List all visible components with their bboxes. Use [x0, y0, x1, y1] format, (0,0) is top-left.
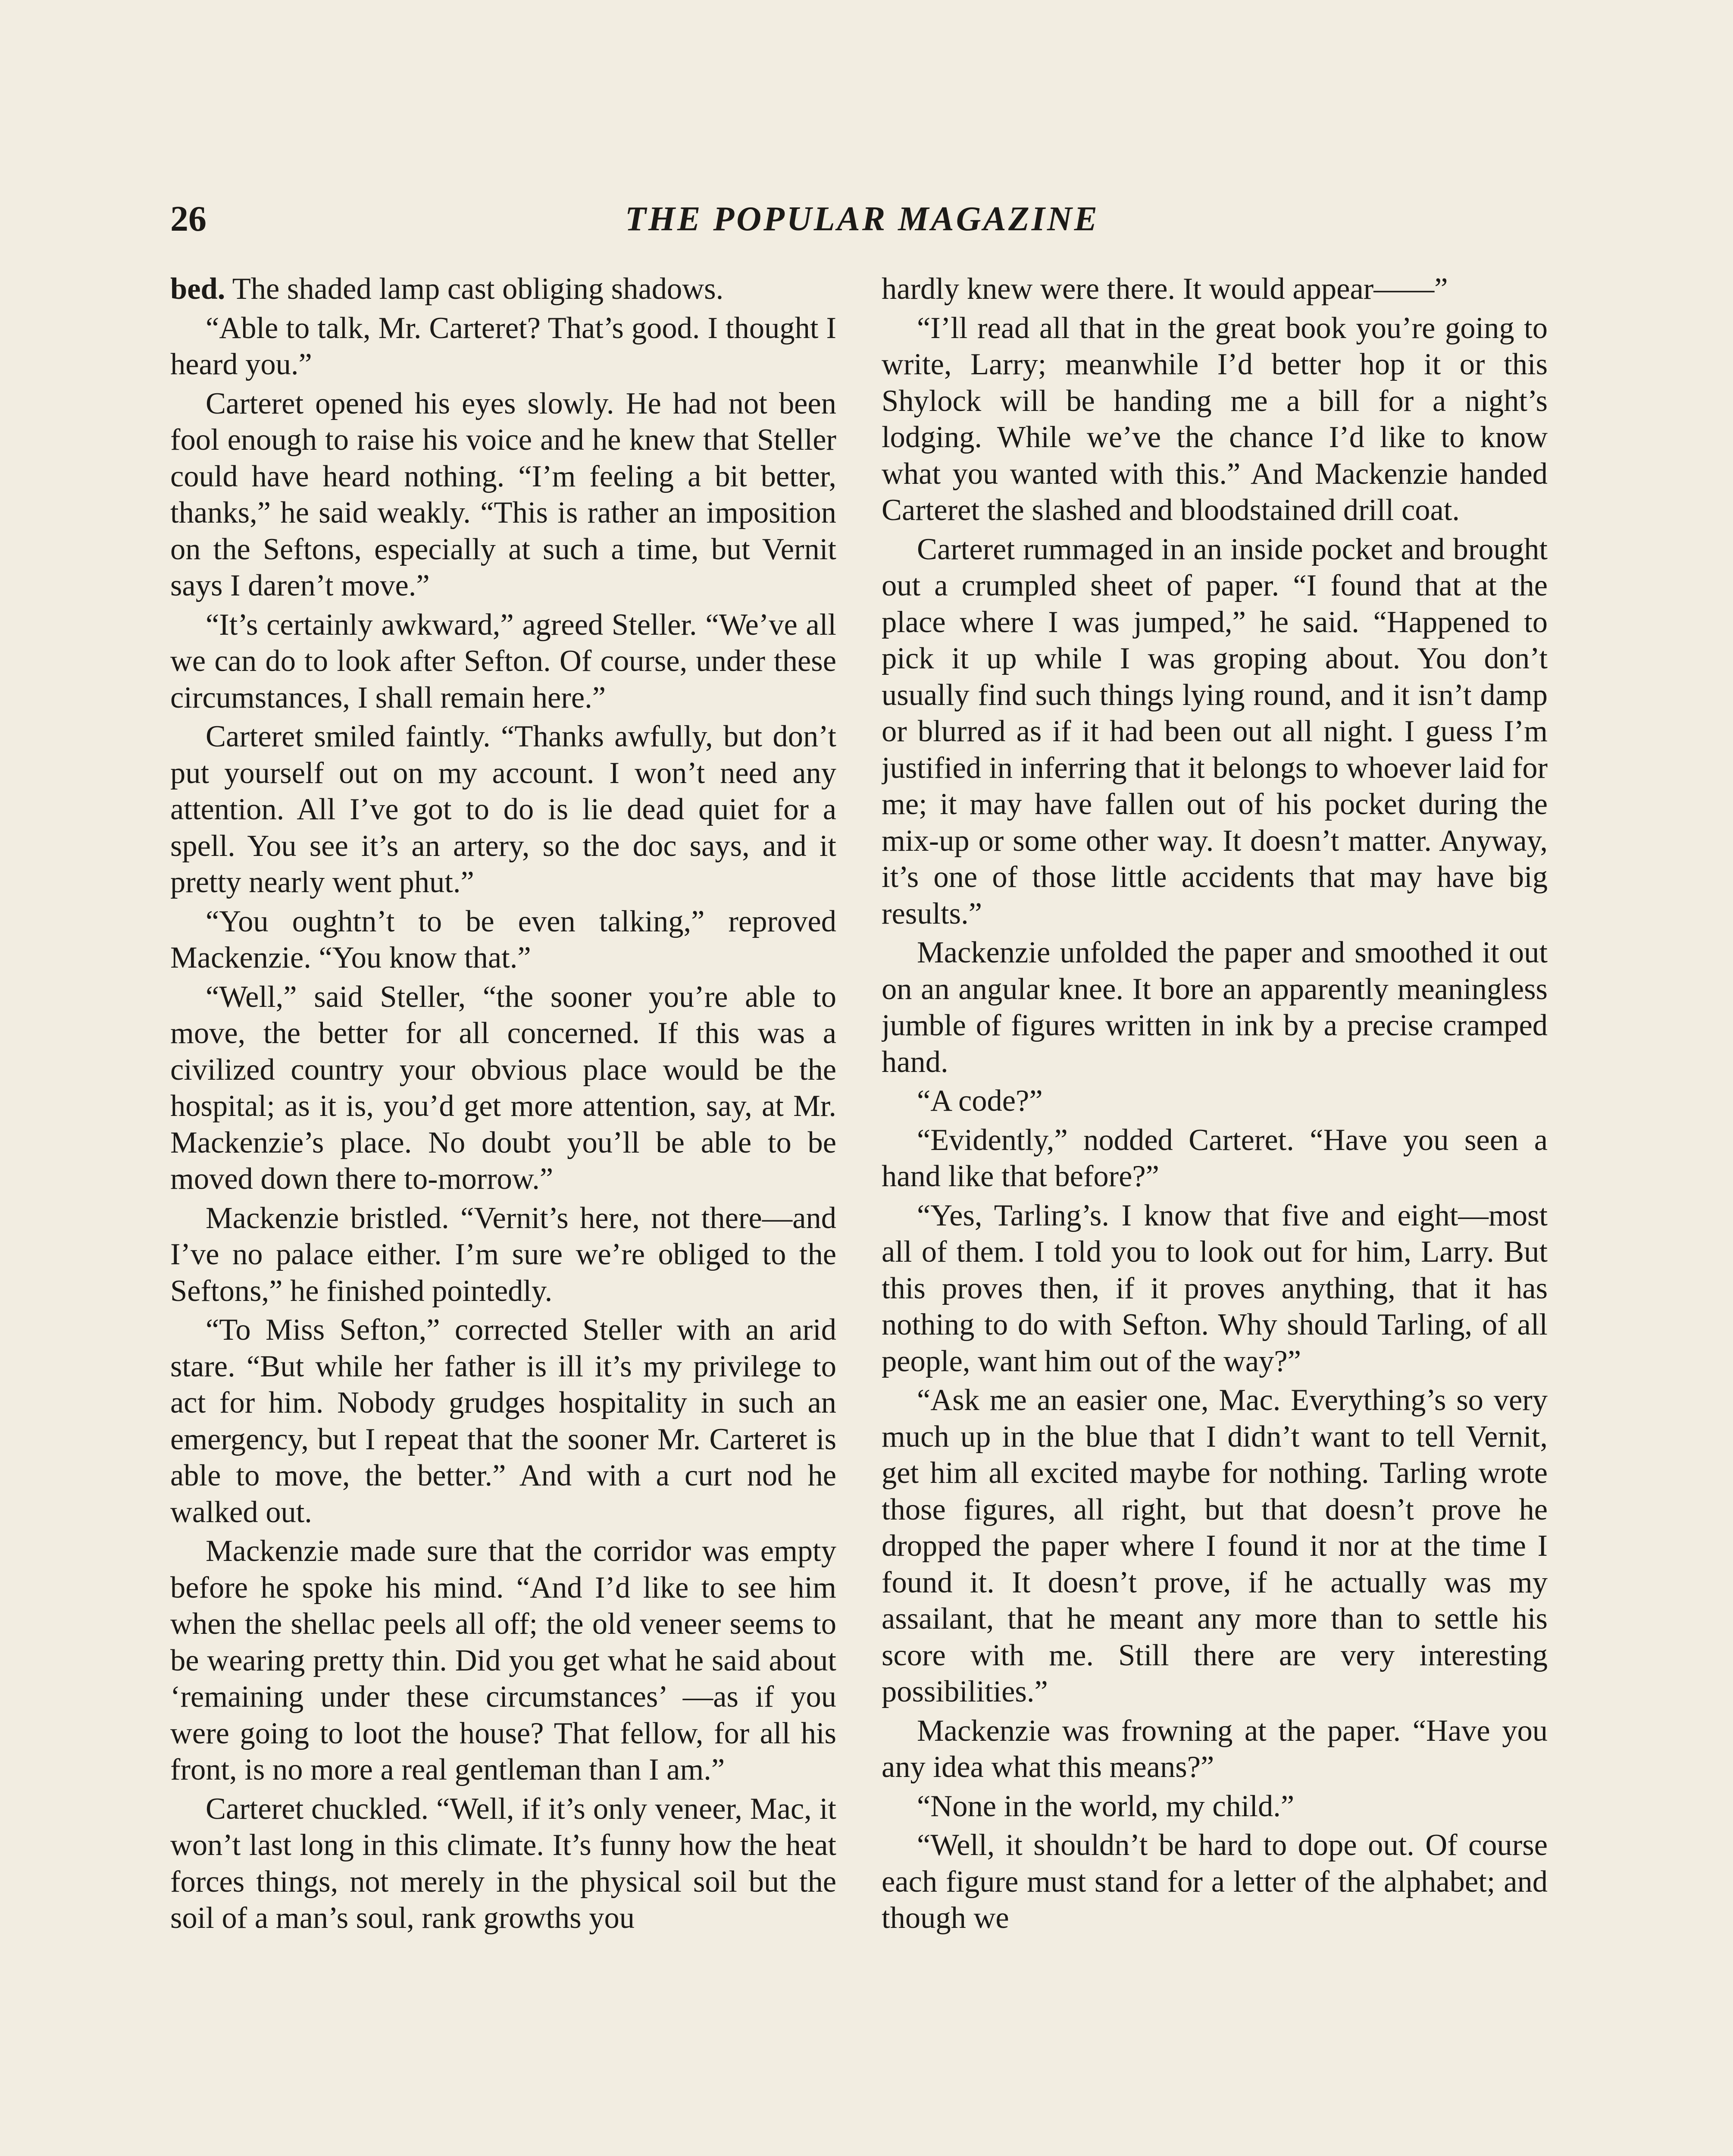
paragraph-continuation: hardly knew were there. It would appear——” — [882, 272, 1448, 306]
paragraph: “You oughtn’t to be even talking,” reproved Mackenzie. “You know that.” — [170, 904, 836, 975]
paragraph: “It’s certainly awkward,” agreed Steller. “We’ve all we can do to look after Sefton. Of course, under these circumstances, I shall remain here.” — [170, 608, 836, 714]
paragraph: “Evidently,” nodded Carteret. “Have you seen a hand like that before?” — [882, 1123, 1548, 1193]
page-header — [170, 193, 1554, 245]
paragraph: “Yes, Tarling’s. I know that five and eight—most all of them. I told you to look out for him, Larry. But this proves then, if it proves anything, that it has nothing to do with Sefton. Why should Tarling, of all people, want him out of the way?” — [882, 1198, 1548, 1378]
paragraph: “Well, it shouldn’t be hard to dope out. Of course each figure must stand for a letter of the alphabet; and though we — [882, 1828, 1548, 1935]
paragraph: Mackenzie unfolded the paper and smoothed it out on an angular knee. It bore an apparently meaningless jumble of figures written in ink by a precise cramped hand. — [882, 936, 1548, 1079]
paragraph — [170, 271, 836, 307]
right-column — [882, 271, 1548, 2156]
paragraph: Carteret opened his eyes slowly. He had not been fool enough to raise his voice and he knew that Steller could have heard nothing. “I’m feeling a bit better, thanks,” he said weakly. “This is rather an imposition on the Seftons, especially at such a time, but Vernit says I daren’t move.” — [170, 386, 836, 602]
left-column — [170, 271, 836, 2156]
lead-word: bed. — [170, 272, 225, 306]
paragraph: “I’ll read all that in the great book you’re going to write, Larry; meanwhile I’d better hop it or this Shylock will be handing me a bill for a night’s lodging. While we’ve the chance I’d like to know what you wanted with this.” And Mackenzie handed Carteret the slashed and bloodstained drill coat. — [882, 311, 1548, 527]
paragraph: “To Miss Sefton,” corrected Steller with an arid stare. “But while her father is ill it’s my privilege to act for him. Nobody grudges hospitality in such an emergency, but I repeat that the sooner Mr. Carteret is able to move, the better.” And with a curt nod he walked out. — [170, 1313, 836, 1529]
paragraph: Carteret smiled faintly. “Thanks awfully, but don’t put yourself out on my account. I won’t need any attention. All I’ve got to do is lie dead quiet for a spell. You see it’s an artery, so the doc says, and it pretty nearly went phut.” — [170, 720, 836, 899]
paragraph: “A code?” — [917, 1084, 1043, 1118]
paragraph: Mackenzie made sure that the corridor was empty before he spoke his mind. “And I’d like to see him when the shellac peels all off; the old veneer seems to be wearing pretty thin. Did you get what he said about ‘remaining under these circumstances’ —as if you were going to loot the house? That fellow, for all his front, is no more a real gentleman than I am.” — [170, 1534, 836, 1786]
running-title: THE POPULAR MAGAZINE — [625, 200, 1100, 238]
paragraph: “Well,” said Steller, “the sooner you’re able to move, the better for all concerned. If this was a civilized country your obvious place would be the hospital; as it is, you’d get more attention, say, at Mr. Mackenzie’s place. No doubt you’ll be able to be moved down there to-morrow.” — [170, 980, 836, 1196]
paragraph: “Ask me an easier one, Mac. Everything’s so very much up in the blue that I didn’t want to tell Vernit, get him all excited maybe for nothing. Tarling wrote those figures, all right, but that doesn’t prove he dropped the paper where I found it nor at the time I found it. It doesn’t prove, if he actually was my assailant, that he meant any more than to settle his score with me. Still there are very interesting possibilities.” — [882, 1383, 1548, 1708]
paragraph: Carteret chuckled. “Well, if it’s only veneer, Mac, it won’t last long in this climate. It’s funny how the heat forces things, not merely in the physical soil but the soil of a man’s soul, rank growths you — [170, 1792, 836, 1935]
paragraph: Mackenzie bristled. “Vernit’s here, not there—and I’ve no palace either. I’m sure we’re obliged to the Seftons,” he finished pointedly. — [170, 1201, 836, 1308]
page-number: 26 — [170, 199, 206, 239]
paragraph: Carteret rummaged in an inside pocket and brought out a crumpled sheet of paper. “I found that at the place where I was jumped,” he said. “Happened to pick it up while I was groping about. You don’t usually find such things lying round, and it isn’t damp or blurred as if it had been out all night. I guess I’m justified in inferring that it belongs to whoever laid for me; it may have fallen out of his pocket during the mix-up or some other way. It doesn’t matter. Anyway, it’s one of those little accidents that may have big results.” — [882, 532, 1548, 931]
paragraph: “None in the world, my child.” — [917, 1789, 1295, 1823]
paragraph: Mackenzie was frowning at the paper. “Have you any idea what this means?” — [882, 1714, 1548, 1784]
paragraph-text: The shaded lamp cast obliging shadows. — [225, 272, 724, 306]
paragraph: “Able to talk, Mr. Carteret? That’s good. I thought I heard you.” — [170, 311, 836, 381]
